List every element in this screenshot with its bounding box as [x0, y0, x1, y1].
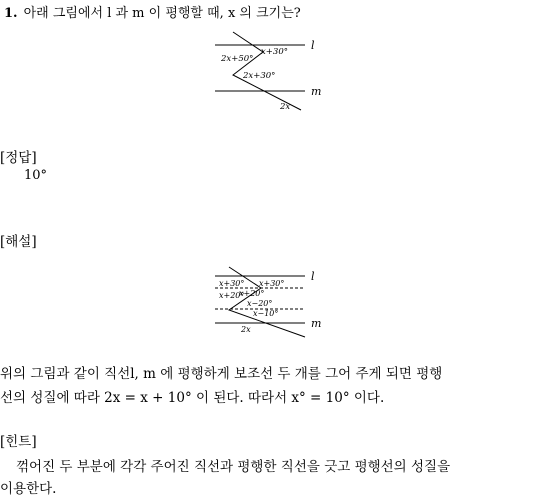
explanation-line: 선의 성질에 따라 2x = x + 10° 이 된다. 따라서 x° = 10° 이다.: [0, 390, 385, 406]
angle-label: x+30°: [261, 47, 288, 57]
figure-auxiliary-lines: [205, 266, 330, 338]
answer-value: 10°: [24, 168, 48, 183]
line-l-label: l: [311, 39, 315, 52]
hint-line: 꺾어진 두 부분에 각각 주어진 직선과 평행한 직선을 긋고 평행선의 성질을: [16, 459, 451, 475]
explanation-label: [해설]: [0, 234, 37, 250]
problem-number: 1.: [4, 6, 18, 21]
answer-label: [정답]: [0, 150, 37, 166]
angle-label: 2x: [241, 325, 251, 334]
angle-label: x+30°: [259, 279, 285, 288]
angle-label: x+30°: [219, 279, 245, 288]
hint-label: [힌트]: [0, 434, 37, 450]
problem-statement: [4, 2, 301, 21]
angle-label: 2x+50°: [221, 54, 254, 64]
line-m-label: m: [311, 317, 322, 330]
angle-label: x+20°: [219, 291, 245, 300]
angle-label: x+20°: [239, 289, 265, 298]
angle-label: x−10°: [253, 309, 279, 318]
line-m-label: m: [311, 85, 322, 98]
figure-parallel-lines: [205, 30, 330, 115]
problem-text: 아래 그림에서 l 과 m 이 평행할 때, x 의 크기는?: [23, 6, 301, 21]
angle-label: 2x+30°: [243, 71, 276, 81]
explanation-line: 위의 그림과 같이 직선l, m 에 평행하게 보조선 두 개를 그어 주게 되면 평행: [0, 366, 443, 382]
line-l-label: l: [311, 270, 315, 283]
hint-line: 이용한다.: [0, 481, 57, 497]
angle-label: x−20°: [247, 299, 273, 308]
angle-label: 2x: [280, 102, 291, 112]
